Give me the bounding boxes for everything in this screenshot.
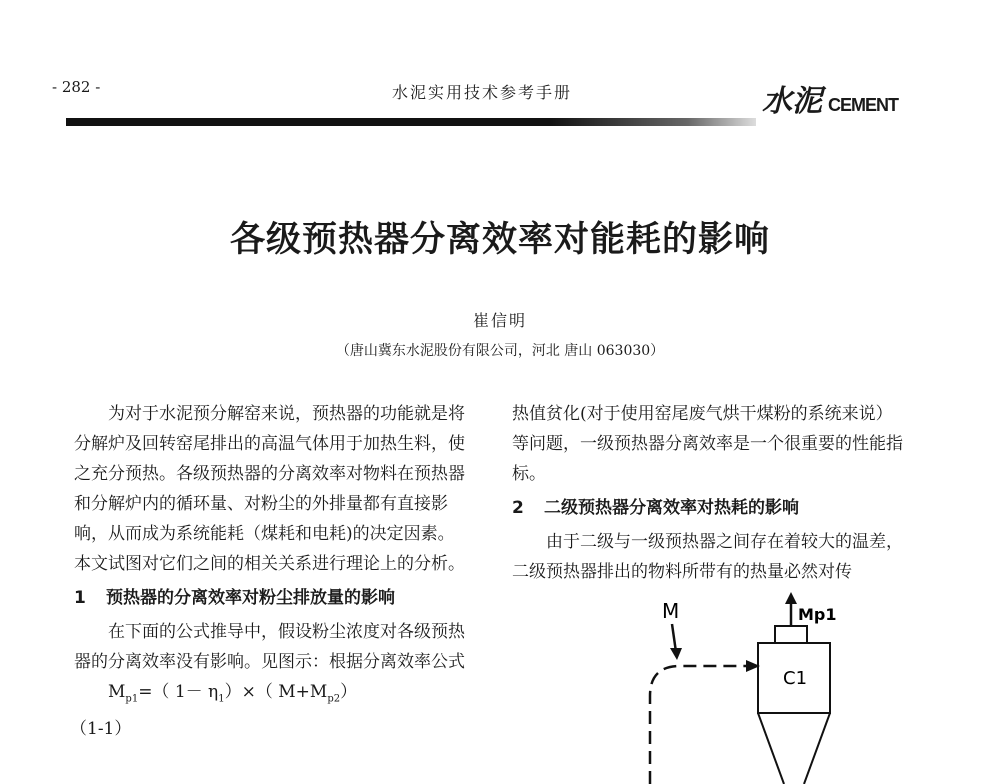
- m-feed-line: [672, 624, 676, 652]
- exhaust-arrow: [785, 592, 797, 604]
- cone-right-edge: [804, 713, 830, 784]
- label-m: M: [662, 599, 680, 623]
- formula-eta-sub: 1: [218, 693, 225, 705]
- formula-middle-2: ）×（ M+M: [224, 682, 328, 702]
- section-1-number: 1: [74, 588, 86, 608]
- article-author: 崔信明: [472, 311, 527, 330]
- header-rule: [66, 118, 756, 126]
- section-2-title: 二级预热器分离效率对热耗的影响: [544, 498, 799, 518]
- section-2-number: 2: [512, 498, 524, 518]
- logo-chinese: 水泥: [762, 84, 822, 119]
- cone-left-edge: [758, 713, 784, 784]
- section-2-heading: [512, 493, 908, 523]
- equation-label: （1-1）: [70, 719, 132, 740]
- gas-duct-path: [650, 666, 748, 784]
- section-1-heading: [74, 583, 470, 613]
- formula-sub-p2: p2: [327, 693, 341, 705]
- c1-outlet-pipe: [775, 626, 807, 643]
- left-column: [70, 399, 470, 744]
- cement-logo: [762, 76, 898, 120]
- label-c1: C1: [783, 668, 808, 689]
- preheater-diagram: [600, 590, 930, 784]
- section-2-paragraph: 由于二级与一级预热器之间存在着较大的温差，二级预热器排出的物料所带有的热量必然对传: [512, 532, 903, 582]
- separation-formula: [74, 677, 470, 714]
- formula-sub-p1: p1: [125, 693, 139, 705]
- section-1-paragraph: 在下面的公式推导中，假设粉尘浓度对各级预热器的分离效率没有影响。见图示：根据分离效率公式: [74, 622, 465, 672]
- formula-end: ）: [340, 682, 358, 702]
- label-mp1: Mp1: [798, 605, 837, 624]
- logo-english: CEMENT: [828, 95, 898, 115]
- formula-middle: =（ 1－ η: [138, 682, 219, 702]
- right-column: [512, 399, 908, 587]
- running-title: 水泥实用技术参考手册: [392, 83, 573, 102]
- author-affiliation: （唐山冀东水泥股份有限公司，河北 唐山 063030）: [335, 343, 665, 359]
- intro-paragraph: 为对于水泥预分解窑来说，预热器的功能就是将分解炉及回转窑尾排出的高温气体用于加热生料，使之充分预热。各级预热器的分离效率对物料在预热器和分解炉内的循环量、对粉尘的外排量都有直接影响，从而成为系统能耗（煤耗和电耗)的决定因素。本文试图对它们之间的相关关系进行理论上的分析。: [74, 404, 465, 574]
- m-feed-arrow: [670, 648, 682, 660]
- preheater-diagram-svg: [600, 590, 930, 784]
- page-number: - 282 -: [52, 78, 101, 96]
- article-title: 各级预热器分离效率对能耗的影响: [229, 220, 770, 260]
- section-1-title: 预热器的分离效率对粉尘排放量的影响: [106, 588, 395, 608]
- formula-m: M: [108, 682, 126, 702]
- right-paragraph-1: 热值贫化(对于使用窑尾废气烘干煤粉的系统来说）等问题，一级预热器分离效率是一个很重要的性能指标。: [512, 404, 903, 484]
